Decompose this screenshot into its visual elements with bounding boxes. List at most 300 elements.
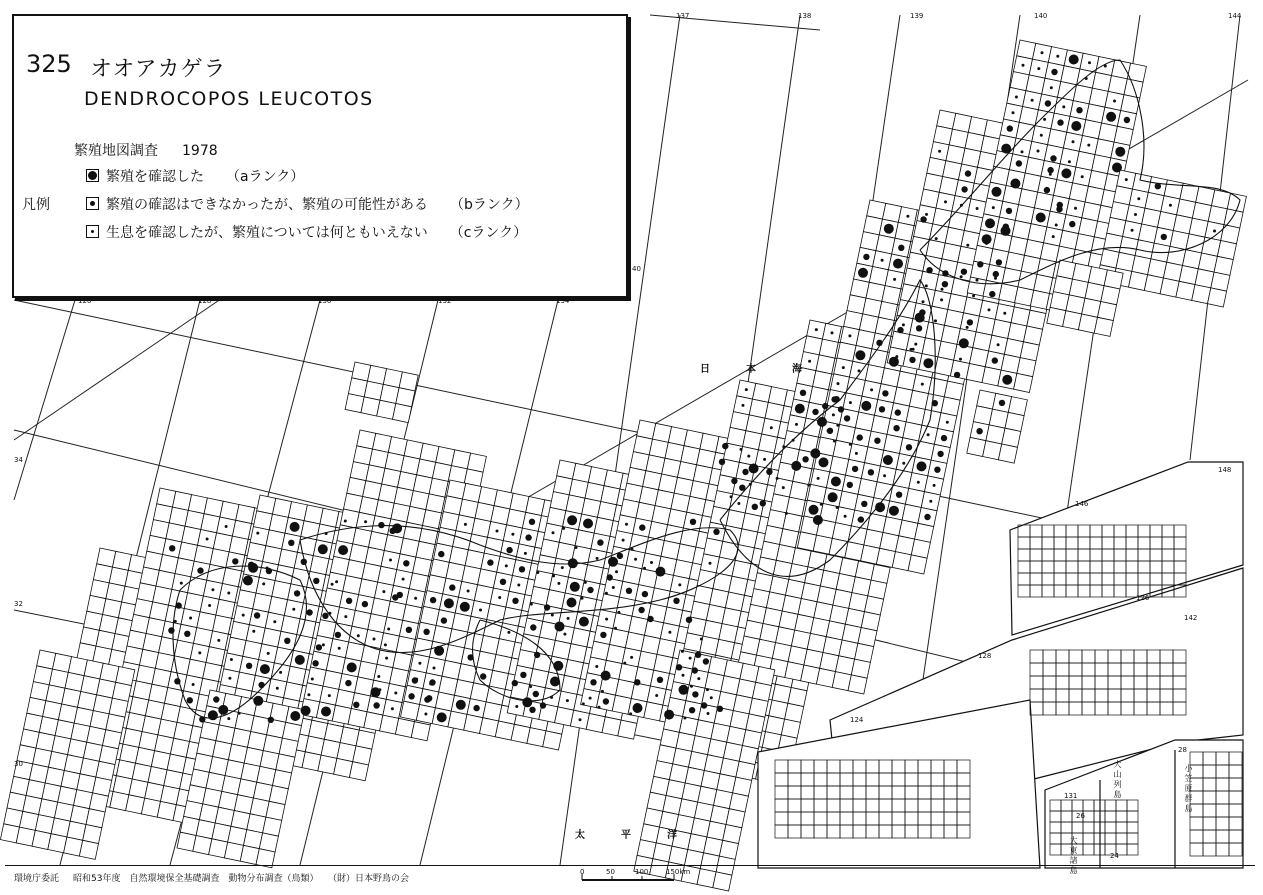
record-dot-c xyxy=(997,343,1000,346)
grid-cell xyxy=(79,840,98,859)
record-dot-c xyxy=(944,200,947,203)
record-dot-b xyxy=(306,609,312,615)
record-dot-c xyxy=(972,294,975,297)
record-dot-a xyxy=(883,455,893,465)
record-dot-c xyxy=(655,694,658,697)
record-dot-b xyxy=(169,545,175,551)
inset-name-vertical: 大東諸島 xyxy=(1069,836,1078,876)
lat-label: 32 xyxy=(14,600,23,608)
record-dot-c xyxy=(770,426,773,429)
record-dot-b xyxy=(467,654,473,660)
record-dot-a xyxy=(321,707,331,717)
record-dot-b xyxy=(924,514,930,520)
record-dot-c xyxy=(387,628,390,631)
record-dot-b xyxy=(722,443,728,449)
record-dot-c xyxy=(782,445,785,448)
record-dot-b xyxy=(312,660,318,666)
sea-label-japan-sea: 日本海 xyxy=(700,364,838,375)
record-dot-b xyxy=(519,566,525,572)
record-dot-c xyxy=(589,697,592,700)
record-dot-b xyxy=(1051,69,1057,75)
record-dot-b xyxy=(174,678,180,684)
record-dot-b xyxy=(607,574,613,580)
record-dot-b xyxy=(926,267,932,273)
record-dot-b xyxy=(168,627,174,633)
record-dot-c xyxy=(242,614,245,617)
lat-label: 40 xyxy=(632,265,641,273)
record-dot-a xyxy=(1115,147,1125,157)
grid-cell xyxy=(618,720,637,739)
record-dot-a xyxy=(633,703,643,713)
record-dot-c xyxy=(817,477,820,480)
record-dot-c xyxy=(331,583,334,586)
record-dot-b xyxy=(692,667,698,673)
record-dot-c xyxy=(180,582,183,585)
record-dot-b xyxy=(893,425,899,431)
record-dot-c xyxy=(707,712,710,715)
record-dot-a xyxy=(290,522,300,532)
record-dot-c xyxy=(615,570,618,573)
record-dot-c xyxy=(614,627,617,630)
record-dot-b xyxy=(423,629,429,635)
record-dot-c xyxy=(467,590,470,593)
record-dot-b xyxy=(187,697,193,703)
record-dot-c xyxy=(700,638,703,641)
record-dot-a xyxy=(392,523,402,533)
record-dot-c xyxy=(630,656,633,659)
record-dot-c xyxy=(902,462,905,465)
record-dot-c xyxy=(966,244,969,247)
record-dot-c xyxy=(976,279,979,282)
inset-label: 148 xyxy=(1218,466,1232,474)
record-dot-b xyxy=(932,400,938,406)
record-dot-c xyxy=(922,300,925,303)
record-dot-c xyxy=(496,530,499,533)
legend-rank-c: （cランク） xyxy=(449,225,528,241)
record-dot-c xyxy=(1043,118,1046,121)
record-dot-c xyxy=(782,486,785,489)
grid-cell xyxy=(349,762,368,781)
record-dot-b xyxy=(961,269,967,275)
record-dot-c xyxy=(322,643,325,646)
record-dot-c xyxy=(837,382,840,385)
record-dot-a xyxy=(917,461,927,471)
record-dot-c xyxy=(740,448,743,451)
record-dot-c xyxy=(198,651,201,654)
record-dot-b xyxy=(717,706,723,712)
grid-cell xyxy=(1094,317,1113,336)
grid-cell xyxy=(848,675,867,694)
record-dot-c xyxy=(391,707,394,710)
record-dot-c xyxy=(238,712,241,715)
record-dot-c xyxy=(550,696,553,699)
record-dot-b xyxy=(906,444,912,450)
record-dot-b xyxy=(1057,202,1063,208)
record-dot-b xyxy=(438,551,444,557)
record-dot-c xyxy=(1056,55,1059,58)
record-dot-a xyxy=(248,563,258,573)
record-dot-c xyxy=(1113,100,1116,103)
record-dot-b xyxy=(529,519,535,525)
record-dot-c xyxy=(706,688,709,691)
record-dot-b xyxy=(752,504,758,510)
record-dot-c xyxy=(357,634,360,637)
record-dot-b xyxy=(246,663,252,669)
record-dot-c xyxy=(582,702,585,705)
record-dot-c xyxy=(1022,64,1025,67)
record-dot-b xyxy=(934,467,940,473)
record-dot-b xyxy=(874,438,880,444)
record-dot-b xyxy=(626,588,632,594)
record-dot-a xyxy=(567,515,577,525)
grid-cell xyxy=(543,731,562,750)
record-dot-b xyxy=(833,396,839,402)
record-dot-c xyxy=(389,559,392,562)
record-dot-a xyxy=(1036,213,1046,223)
record-dot-a xyxy=(243,576,253,586)
record-dot-c xyxy=(517,584,520,587)
record-dot-c xyxy=(992,206,995,209)
record-dot-c xyxy=(785,512,788,515)
record-dot-c xyxy=(464,523,467,526)
record-dot-c xyxy=(883,474,886,477)
record-dot-c xyxy=(511,533,514,536)
record-dot-c xyxy=(211,588,214,591)
record-dot-c xyxy=(1021,150,1024,153)
record-dot-c xyxy=(596,557,599,560)
record-dot-b xyxy=(258,682,264,688)
record-dot-b xyxy=(838,406,844,412)
record-dot-b xyxy=(544,604,550,610)
inset-label: 128 xyxy=(978,652,992,660)
record-dot-a xyxy=(809,505,819,515)
record-dot-b xyxy=(176,602,182,608)
record-dot-c xyxy=(795,423,798,426)
record-dot-c xyxy=(208,604,211,607)
record-dot-b xyxy=(942,270,948,276)
scale-tick: 0 xyxy=(580,868,585,876)
record-dot-c xyxy=(921,383,924,386)
record-dot-c xyxy=(634,558,637,561)
record-dot-c xyxy=(946,421,949,424)
record-dot-b xyxy=(989,291,995,297)
record-dot-b xyxy=(634,679,640,685)
record-dot-b xyxy=(639,524,645,530)
lon-label: 139 xyxy=(910,12,924,20)
record-dot-b xyxy=(480,673,486,679)
record-dot-c xyxy=(402,578,405,581)
record-dot-b xyxy=(852,466,858,472)
record-dot-c xyxy=(1062,105,1065,108)
record-dot-a xyxy=(828,492,838,502)
record-dot-c xyxy=(267,652,270,655)
record-dot-b xyxy=(976,428,982,434)
record-dot-c xyxy=(960,204,963,207)
record-dot-c xyxy=(328,694,331,697)
record-dot-c xyxy=(858,369,861,372)
record-dot-c xyxy=(394,692,397,695)
record-dot-c xyxy=(174,620,177,623)
record-dot-a xyxy=(923,358,933,368)
record-dot-c xyxy=(1131,229,1134,232)
record-dot-c xyxy=(730,495,733,498)
record-dot-a xyxy=(889,506,899,516)
record-dot-c xyxy=(929,500,932,503)
record-dot-b xyxy=(284,638,290,644)
record-dot-b xyxy=(657,677,663,683)
record-dot-a xyxy=(253,696,263,706)
record-dot-a xyxy=(601,671,611,681)
record-dot-c xyxy=(650,561,653,564)
record-dot-c xyxy=(836,506,839,509)
record-dot-c xyxy=(849,401,852,404)
record-dot-c xyxy=(563,633,566,636)
record-dot-b xyxy=(603,698,609,704)
record-dot-c xyxy=(566,699,569,702)
record-dot-c xyxy=(206,538,209,541)
record-dot-c xyxy=(225,525,228,528)
record-dot-c xyxy=(933,484,936,487)
record-dot-b xyxy=(597,539,603,545)
record-dot-c xyxy=(914,343,917,346)
species-name-latin: DENDROCOPOS LEUCOTOS xyxy=(84,88,374,110)
record-dot-c xyxy=(414,597,417,600)
legend-item-c xyxy=(86,222,527,242)
inset-name-vertical: 大山列島 xyxy=(1113,760,1122,800)
record-dot-c xyxy=(902,323,905,326)
record-dot-b xyxy=(695,652,701,658)
record-dot-a xyxy=(347,662,357,672)
record-dot-b xyxy=(876,340,882,346)
record-dot-b xyxy=(288,540,294,546)
record-dot-b xyxy=(406,627,412,633)
record-dot-c xyxy=(1213,230,1216,233)
record-dot-a xyxy=(338,545,348,555)
record-dot-b xyxy=(1003,224,1009,230)
record-dot-c xyxy=(1037,67,1040,70)
record-dot-c xyxy=(276,687,279,690)
record-dot-c xyxy=(893,278,896,281)
grid-cell xyxy=(393,404,412,423)
record-dot-b xyxy=(895,409,901,415)
record-dot-c xyxy=(378,688,381,691)
record-dot-a xyxy=(813,515,823,525)
record-dot-b xyxy=(673,598,679,604)
record-dot-b xyxy=(954,372,960,378)
record-dot-c xyxy=(678,583,681,586)
record-dot-c xyxy=(377,675,380,678)
record-dot-c xyxy=(536,571,539,574)
record-dot-b xyxy=(897,327,903,333)
record-dot-b xyxy=(487,559,493,565)
lon-label: 130 xyxy=(318,297,332,305)
record-dot-a xyxy=(1010,179,1020,189)
record-dot-c xyxy=(833,440,836,443)
record-dot-a xyxy=(290,711,300,721)
record-dot-b xyxy=(861,501,867,507)
legend-rank-a: （aランク） xyxy=(226,169,305,185)
record-dot-c xyxy=(1104,65,1107,68)
record-dot-b xyxy=(1155,183,1161,189)
record-dot-a xyxy=(1061,168,1071,178)
record-dot-c xyxy=(424,713,427,716)
lon-label: 134 xyxy=(556,297,570,305)
species-name-japanese: オオアカゲラ xyxy=(90,57,227,82)
record-dot-a xyxy=(444,598,454,608)
record-dot-c xyxy=(227,717,230,720)
record-dot-c xyxy=(763,458,766,461)
record-dot-c xyxy=(934,319,937,322)
inset-label: 142 xyxy=(1184,614,1198,622)
record-dot-a xyxy=(579,617,589,627)
record-dot-b xyxy=(506,547,512,553)
record-dot-b xyxy=(530,624,536,630)
record-dot-c xyxy=(338,647,341,650)
record-dot-c xyxy=(1031,99,1034,102)
record-dot-a xyxy=(884,224,894,234)
record-dot-c xyxy=(557,582,560,585)
record-dot-b xyxy=(473,705,479,711)
record-dot-a xyxy=(434,646,444,656)
record-dot-c xyxy=(855,452,858,455)
record-dot-a xyxy=(460,602,470,612)
record-dot-b xyxy=(213,696,219,702)
record-dot-b xyxy=(642,591,648,597)
record-dot-c xyxy=(311,678,314,681)
lon-label: 140 xyxy=(1034,12,1048,20)
record-dot-c xyxy=(643,567,646,570)
record-dot-c xyxy=(252,630,255,633)
record-dot-a xyxy=(437,712,447,722)
record-dot-c xyxy=(1037,150,1040,153)
record-dot-b xyxy=(739,485,745,491)
lat-label: 30 xyxy=(14,760,23,768)
record-dot-b xyxy=(844,415,850,421)
record-dot-c xyxy=(1134,213,1137,216)
record-dot-c xyxy=(960,275,963,278)
record-dot-c xyxy=(382,590,385,593)
legend-text-a: 繁殖を確認した xyxy=(106,169,204,185)
record-dot-c xyxy=(307,693,310,696)
legend-title: 凡例 xyxy=(22,197,50,213)
record-dot-b xyxy=(232,558,238,564)
record-dot-a xyxy=(570,582,580,592)
record-dot-b xyxy=(322,613,328,619)
record-dot-c xyxy=(617,611,620,614)
record-dot-a xyxy=(819,457,829,467)
record-dot-b xyxy=(977,261,983,267)
record-dot-b xyxy=(373,702,379,708)
record-dot-b xyxy=(719,459,725,465)
record-dot-c xyxy=(831,331,834,334)
record-dot-c xyxy=(1003,312,1006,315)
record-dot-c xyxy=(836,424,839,427)
record-dot-c xyxy=(433,667,436,670)
record-dot-b xyxy=(500,579,506,585)
record-dot-b xyxy=(345,680,351,686)
record-dot-a xyxy=(959,338,969,348)
record-dot-b xyxy=(534,652,540,658)
record-dot-b xyxy=(937,451,943,457)
record-dot-c xyxy=(683,717,686,720)
record-dot-b xyxy=(199,716,205,722)
record-dot-a xyxy=(583,519,593,529)
record-dot-b xyxy=(1007,125,1013,131)
record-dot-c xyxy=(815,328,818,331)
record-dot-a xyxy=(522,697,532,707)
record-dot-c xyxy=(988,308,991,311)
record-dot-b xyxy=(909,357,915,363)
record-dot-c xyxy=(870,388,873,391)
record-dot-c xyxy=(515,705,518,708)
record-dot-a xyxy=(655,567,665,577)
record-dot-c xyxy=(1015,96,1018,99)
record-dot-b xyxy=(403,560,409,566)
record-dot-b xyxy=(703,658,709,664)
record-dot-c xyxy=(344,615,347,618)
lon-label: 138 xyxy=(798,12,812,20)
record-dot-a xyxy=(858,268,868,278)
record-dot-b xyxy=(1045,100,1051,106)
record-dot-b xyxy=(701,702,707,708)
inset-label: 131 xyxy=(1064,792,1078,800)
filled-circle-square-icon xyxy=(86,169,99,182)
record-dot-c xyxy=(925,213,928,216)
record-dot-c xyxy=(966,326,969,329)
record-dot-c xyxy=(745,388,748,391)
record-dot-b xyxy=(540,702,546,708)
record-dot-b xyxy=(992,357,998,363)
record-dot-c xyxy=(940,298,943,301)
record-dot-a xyxy=(208,710,218,720)
record-dot-c xyxy=(1088,61,1091,64)
record-dot-c xyxy=(629,712,632,715)
record-dot-c xyxy=(776,477,779,480)
record-dot-c xyxy=(605,592,608,595)
grid-cell xyxy=(411,722,430,741)
record-dot-a xyxy=(982,234,992,244)
record-dot-c xyxy=(601,690,604,693)
record-dot-c xyxy=(1074,207,1077,210)
record-dot-a xyxy=(855,350,865,360)
record-dot-c xyxy=(842,366,845,369)
scale-tick: 150km xyxy=(666,868,691,876)
legend-text-b: 繁殖の確認はできなかったが、繁殖の可能性がある xyxy=(106,197,428,213)
record-dot-b xyxy=(430,597,436,603)
record-dot-b xyxy=(857,434,863,440)
grid-cell xyxy=(908,555,927,574)
legend-rank-b: （bランク） xyxy=(450,197,529,213)
record-dot-b xyxy=(520,672,526,678)
record-dot-c xyxy=(631,548,634,551)
record-dot-c xyxy=(935,237,938,240)
record-dot-a xyxy=(810,448,820,458)
record-dot-b xyxy=(533,691,539,697)
record-dot-c xyxy=(625,523,628,526)
record-dot-a xyxy=(1069,55,1079,65)
record-dot-b xyxy=(441,617,447,623)
record-dot-a xyxy=(875,502,885,512)
scale-tick: 50 xyxy=(606,868,615,876)
record-dot-a xyxy=(567,598,577,608)
record-dot-b xyxy=(1044,187,1050,193)
record-dot-a xyxy=(1112,163,1122,173)
lon-label: 128 xyxy=(198,297,212,305)
record-dot-c xyxy=(749,483,752,486)
inset-label: 28 xyxy=(1178,746,1187,754)
grid-cell xyxy=(256,849,275,868)
record-dot-c xyxy=(737,502,740,505)
